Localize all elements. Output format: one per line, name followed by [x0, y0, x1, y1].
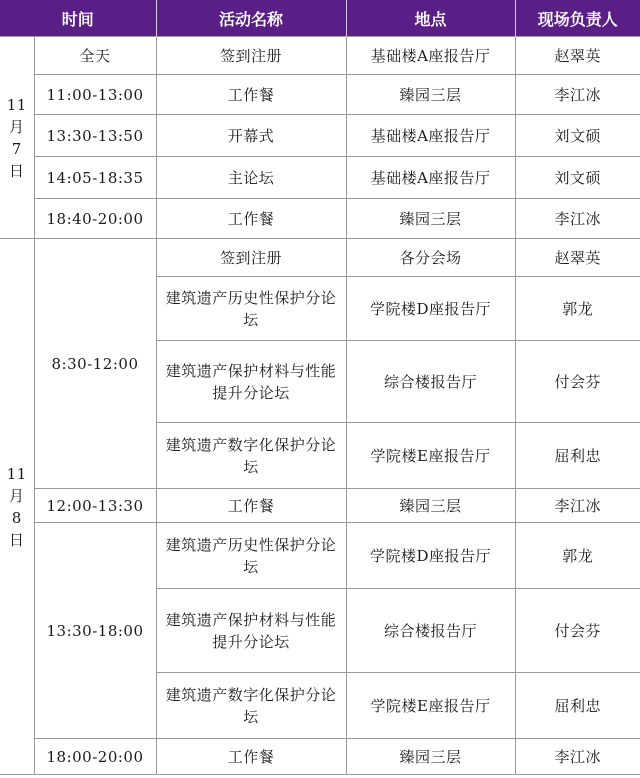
person-cell: 李江冰	[515, 489, 640, 523]
activity-cell: 建筑遗产数字化保护分论坛	[156, 673, 346, 739]
activity-cell: 建筑遗产保护材料与性能提升分论坛	[156, 589, 346, 673]
location-cell: 综合楼报告厅	[346, 589, 515, 673]
person-cell: 刘文硕	[515, 157, 640, 199]
location-cell: 学院楼E座报告厅	[346, 673, 515, 739]
time-cell: 11:00-13:00	[34, 75, 156, 115]
table-row	[0, 739, 640, 775]
header-person: 现场负责人	[515, 0, 640, 37]
header-location: 地点	[346, 0, 515, 37]
date-char: 日	[8, 530, 25, 549]
activity-cell: 工作餐	[156, 489, 346, 523]
activity-cell: 工作餐	[156, 75, 346, 115]
activity-cell: 建筑遗产保护材料与性能提升分论坛	[156, 341, 346, 423]
person-cell: 李江冰	[515, 199, 640, 239]
table-row	[0, 115, 640, 157]
time-cell-morning: 8:30-12:00	[34, 239, 156, 489]
table-row	[0, 37, 640, 75]
activity-cell: 建筑遗产历史性保护分论坛	[156, 277, 346, 341]
person-cell: 郭龙	[515, 523, 640, 589]
table-row	[0, 523, 640, 589]
person-cell: 付会芬	[515, 341, 640, 423]
person-cell: 郭龙	[515, 277, 640, 341]
person-cell: 屈利忠	[515, 673, 640, 739]
person-cell: 李江冰	[515, 75, 640, 115]
location-cell: 综合楼报告厅	[346, 341, 515, 423]
person-cell: 刘文硕	[515, 115, 640, 157]
table-row	[0, 239, 640, 277]
activity-cell: 签到注册	[156, 239, 346, 277]
location-cell: 臻园三层	[346, 739, 515, 775]
location-cell: 基础楼A座报告厅	[346, 115, 515, 157]
time-cell: 12:00-13:30	[34, 489, 156, 523]
person-cell: 李江冰	[515, 739, 640, 775]
time-cell-afternoon: 13:30-18:00	[34, 523, 156, 739]
location-cell: 臻园三层	[346, 75, 515, 115]
location-cell: 臻园三层	[346, 199, 515, 239]
table-row	[0, 489, 640, 523]
person-cell: 赵翠英	[515, 239, 640, 277]
location-cell: 学院楼D座报告厅	[346, 277, 515, 341]
location-cell: 基础楼A座报告厅	[346, 157, 515, 199]
header-activity: 活动名称	[156, 0, 346, 37]
activity-cell: 开幕式	[156, 115, 346, 157]
location-cell: 学院楼E座报告厅	[346, 423, 515, 489]
activity-cell: 建筑遗产数字化保护分论坛	[156, 423, 346, 489]
date-char: 月	[8, 117, 25, 136]
activity-cell: 建筑遗产历史性保护分论坛	[156, 523, 346, 589]
person-cell: 付会芬	[515, 589, 640, 673]
time-cell: 14:05-18:35	[34, 157, 156, 199]
activity-cell: 主论坛	[156, 157, 346, 199]
date-char: 日	[8, 161, 25, 180]
time-cell: 全天	[34, 37, 156, 75]
time-cell: 18:00-20:00	[34, 739, 156, 775]
table-row	[0, 199, 640, 239]
time-cell: 18:40-20:00	[34, 199, 156, 239]
date-cell-day1	[0, 37, 34, 239]
date-char: 月	[8, 486, 25, 505]
table-row	[0, 157, 640, 199]
location-cell: 学院楼D座报告厅	[346, 523, 515, 589]
activity-cell: 签到注册	[156, 37, 346, 75]
date-char: 11	[6, 95, 27, 114]
date-char: 8	[11, 508, 22, 527]
person-cell: 屈利忠	[515, 423, 640, 489]
date-cell-day2	[0, 239, 34, 775]
location-cell: 臻园三层	[346, 489, 515, 523]
location-cell: 基础楼A座报告厅	[346, 37, 515, 75]
date-char: 11	[6, 464, 27, 483]
header-time: 时间	[0, 0, 156, 37]
date-char: 7	[11, 139, 22, 158]
activity-cell: 工作餐	[156, 739, 346, 775]
table-header-row	[0, 0, 640, 37]
table-row	[0, 75, 640, 115]
person-cell: 赵翠英	[515, 37, 640, 75]
activity-cell: 工作餐	[156, 199, 346, 239]
time-cell: 13:30-13:50	[34, 115, 156, 157]
location-cell: 各分会场	[346, 239, 515, 277]
